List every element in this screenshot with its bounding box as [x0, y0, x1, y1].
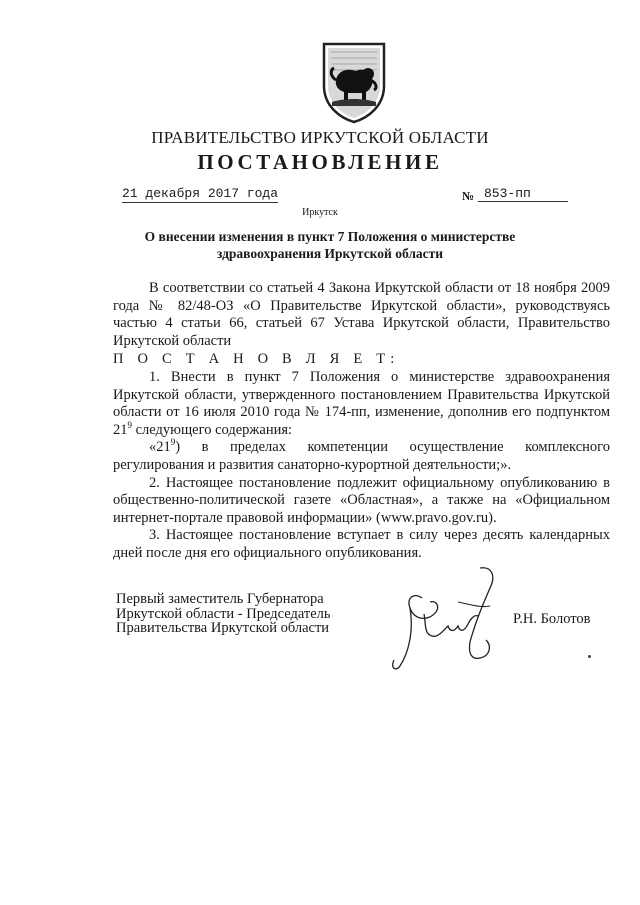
decree-word: П О С Т А Н О В Л Я Е Т:	[113, 351, 400, 368]
item-1-superscript: 9	[127, 419, 132, 430]
item-2-paragraph: 2. Настоящее постановление подлежит официальному опубликованию в общественно-политической газете «Областная», а также на «Официальном интернет-портале правовой информации» (www.pravo.gov.ru).	[113, 474, 610, 526]
document-body	[113, 280, 610, 563]
document-date-value: 21 декабря 2017 года	[122, 186, 279, 201]
quote-text: ) в пределах компетенции осуществление комплексного регулирования и развития санаторно-курортной деятельности;».	[113, 439, 610, 473]
quote-open: «21	[149, 439, 171, 456]
item-1-paragraph	[113, 369, 610, 439]
document-number: 853-пп	[478, 186, 568, 202]
signer-position	[116, 592, 331, 636]
document-date	[122, 186, 278, 201]
signer-position-line1: Первый заместитель Губернатора	[116, 591, 324, 607]
quote-superscript: 9	[170, 437, 176, 448]
signer-position-line3: Правительства Иркутской области	[116, 620, 330, 636]
item-1-text-end: следующего содержания:	[132, 421, 293, 438]
item-3-paragraph: 3. Настоящее постановление вступает в силу через десять календарных дней после дня его официального опубликования.	[113, 527, 610, 561]
quoted-subclause	[113, 439, 610, 474]
signer-name: Р.Н. Болотов	[513, 611, 591, 627]
coat-of-arms-emblem	[318, 40, 390, 124]
preamble-paragraph: В соответствии со статьей 4 Закона Иркутской области от 18 ноября 2009 года № 82/48-ОЗ «О Правительстве Иркутской области», руководствуясь частью 4 статьи 66, статьей 67 Устава Иркутской области, Правительство Иркутской области	[113, 280, 610, 349]
issuing-authority: ПРАВИТЕЛЬСТВО ИРКУТСКОЙ ОБЛАСТИ	[151, 128, 489, 147]
item-1-text: 1. Внести в пункт 7 Положения о министерстве здравоохранения Иркутской области, утвержденного постановлением Правительства Иркутской области от 16 июля 2010 года № 174-пп, изменение, дополнив его подпунктом 21	[113, 368, 610, 438]
document-type-heading: ПОСТАНОВЛЕНИЕ	[197, 150, 443, 174]
issuing-city: Иркутск	[302, 207, 338, 218]
ink-speck	[588, 655, 591, 658]
handwritten-signature	[340, 562, 520, 672]
signer-position-line2: Иркутской области - Председатель	[116, 605, 331, 622]
document-title-line2: здравоохранения Иркутской области	[216, 246, 444, 261]
document-title	[110, 228, 550, 262]
document-number-label: №	[462, 189, 475, 203]
document-title-line1: О внесении изменения в пункт 7 Положения о министерстве	[144, 229, 516, 244]
